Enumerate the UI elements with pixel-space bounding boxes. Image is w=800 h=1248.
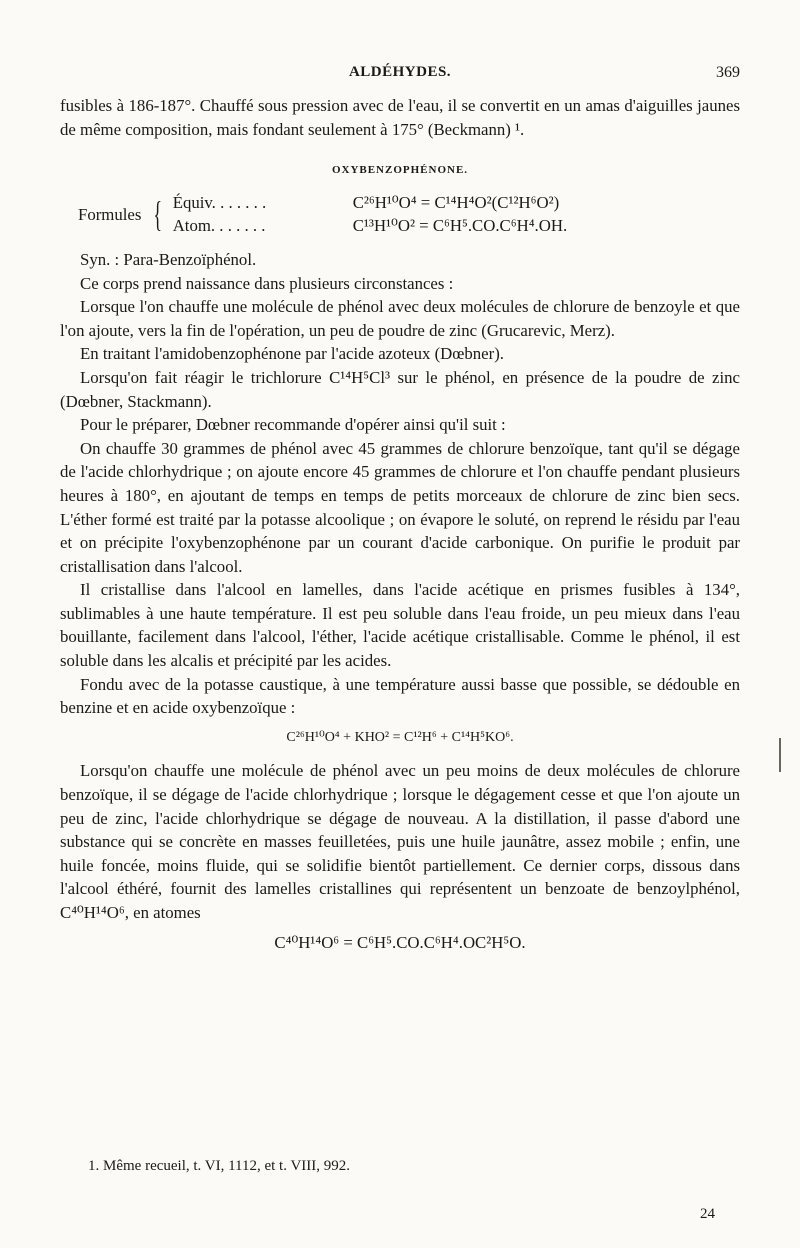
formula-row-value: C¹³H¹⁰O² = C⁶H⁵.CO.C⁶H⁴.OH. [352,216,568,236]
running-title: ALDÉHYDES. [348,64,452,80]
formula-row-label: Équiv. . . . . . . [172,192,267,212]
opening-paragraph: fusibles à 186-187°. Chauffé sous pression avec de l'eau, il se convertit en un amas d'aiguilles jaunes de même composition, mais fondant seulement à 175° (Beckmann) ¹. [60,96,740,139]
body-paragraph: Pour le préparer, Dœbner recommande d'opérer ainsi qu'il suit : [80,415,506,435]
equation: C⁴⁰H¹⁴O⁶ = C⁶H⁵.CO.C⁶H⁴.OC²H⁵O. [274,932,526,952]
page-edge-mark [779,738,781,772]
body-paragraph: Lorsque l'on chauffe une molécule de phénol avec deux molécules de chlorure de benzoyle et que l'on ajoute, vers la fin de l'opération, un peu de poudre de zinc (Grucarevic, Merz). [60,297,740,340]
formula-row-value: C²⁶H¹⁰O⁴ = C¹⁴H⁴O²(C¹²H⁶O²) [352,192,560,212]
footnote: 1. Même recueil, t. VI, 1112, et t. VIII, 992. [88,1158,351,1174]
formula-rows [173,191,568,238]
body-paragraph: Lorsqu'on fait réagir le trichlorure C¹⁴H⁵Cl³ sur le phénol, en présence de la poudre de zinc (Dœbner, Stackmann). [60,367,740,411]
body-paragraph: Ce corps prend naissance dans plusieurs circonstances : [80,273,454,293]
body-text [60,94,740,964]
synonym-paragraph: Syn. : Para-Benzoïphénol. [80,249,257,269]
body-paragraph: Il cristallise dans l'alcool en lamelles, dans l'acide acétique en prismes fusibles à 134°, sublimables à une haute température. Il est peu soluble dans l'eau froide, un peu mieux dans l'eau bouillante, facilement dans l'alcool, l'éther, l'acide acétique cristallisable. Comme le phénol, il est soluble dans les alcalis et précipité par les acides. [60,580,740,671]
formula-row [173,191,568,215]
section-title: OXYBENZOPHÉNONE. [331,164,469,177]
formulas-label: Formules [78,204,142,224]
formula-row-label: Atom. . . . . . . [172,216,266,236]
page-header [60,64,740,88]
body-paragraph: Fondu avec de la potasse caustique, à une température aussi basse que possible, se dédouble en benzine et en acide oxybenzoïque : [60,674,740,718]
body-paragraph: En traitant l'amidobenzophénone par l'acide azoteux (Dœbner). [80,344,505,364]
body-paragraph: On chauffe 30 grammes de phénol avec 45 grammes de chlorure benzoïque, tant qu'il se dégage de l'acide chlorhydrique ; on ajoute encore 45 grammes de chlorure et l'on chauffe pendant plusieurs heures à 180°, en ajoutant de temps en temps de petits morceaux de chlorure de zinc bien secs. L'éther formé est traité par la potasse alcoolique ; on évapore le soluté, on reprend le résidu par l'eau et on précipite l'oxybenzophénone par un courant d'acide carbonique. On purifie le produit par cristallisation dans l'alcool. [60,438,740,576]
brace-icon: { [153,194,163,235]
body-paragraph: Lorsqu'on chauffe une molécule de phénol avec un peu moins de deux molécules de chlorure benzoïque, il se dégage de l'acide chlorhydrique ; lorsque le dégagement cesse et que l'on ajoute un peu de zinc, l'acide chlorhydrique se dégage de nouveau. A la distillation, il passe d'abord une substance qui se concrète en masses feuilletées, puis une huile jaunâtre, assez mobile ; enfin, une huile foncée, moins fluide, qui se solidifie bientôt partiellement. Ce dernier corps, dissous dans l'alcool éthéré, fournit des lamelles cristallines qui représentent un benzoate de benzoylphénol, C⁴⁰H¹⁴O⁶, en atomes [60,761,740,922]
formulas-block [78,191,740,238]
equation: C²⁶H¹⁰O⁴ + KHO² = C¹²H⁶ + C¹⁴H⁵KO⁶. [286,729,514,745]
page-number: 369 [716,64,740,81]
formula-row [173,214,568,238]
folio: 24 [700,1206,715,1222]
